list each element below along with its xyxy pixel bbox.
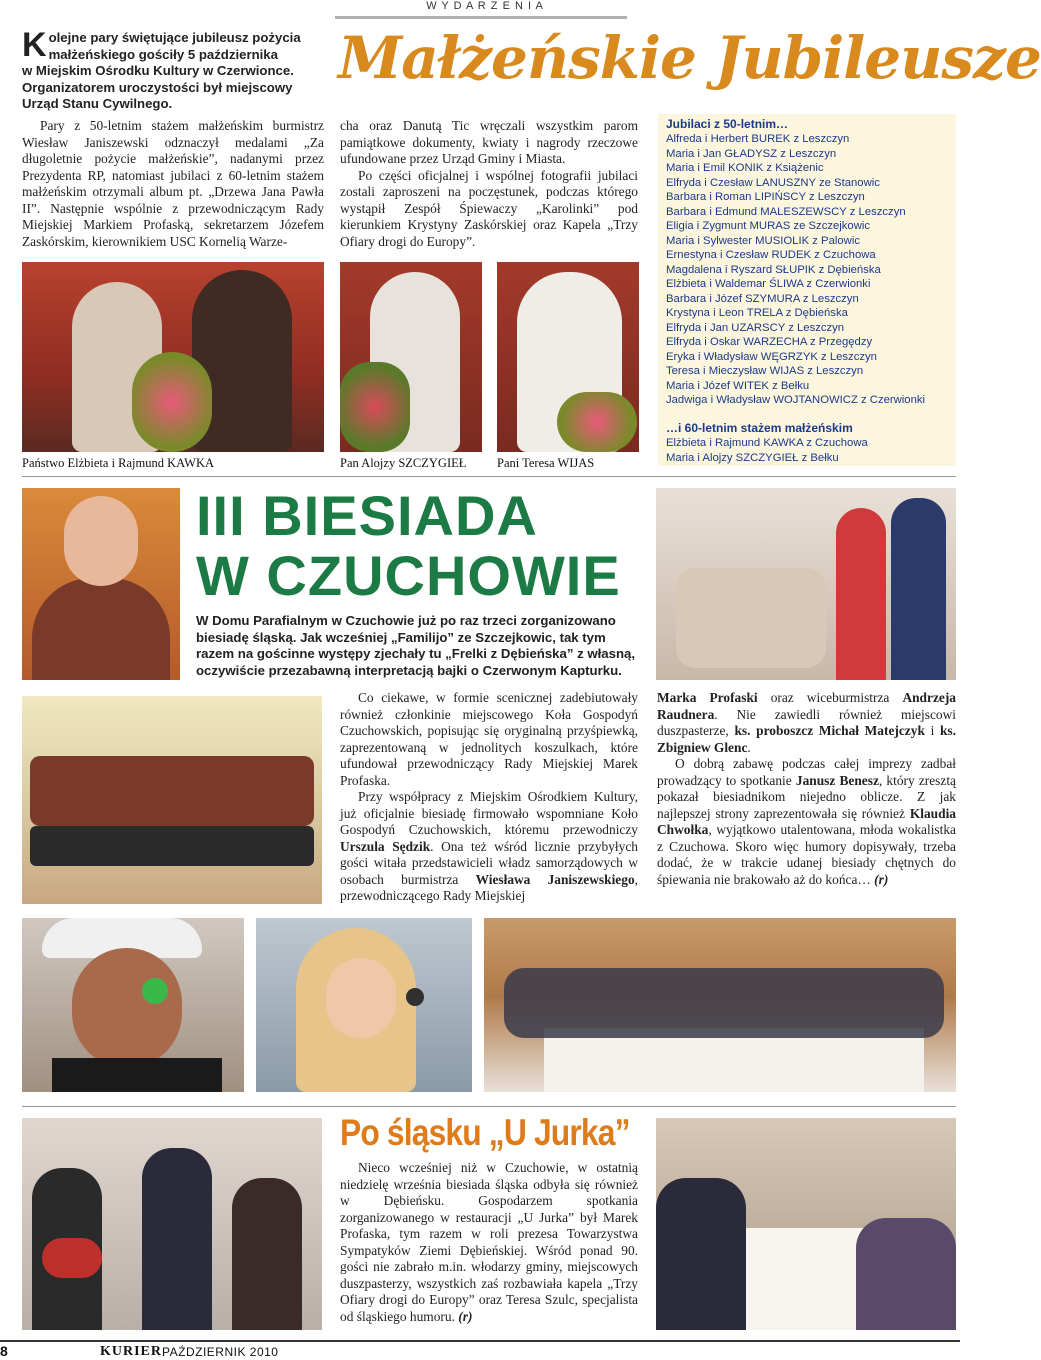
- jubilees50-list: [666, 132, 956, 408]
- page-number: 8: [0, 1343, 8, 1359]
- person-name: Andrzeja Raudnera: [657, 690, 956, 722]
- photo-singer-woman: [256, 918, 472, 1092]
- person-name: Wiesława Janiszewskiego: [475, 871, 635, 887]
- list-item: Elfryda i Jan UZARSCY z Leszczyn: [666, 321, 845, 334]
- text-span: , przewodniczącego Rady Miejskiej: [340, 871, 638, 903]
- article1-col2: [340, 118, 638, 250]
- list-item: Maria i Jan GŁADYSZ z Leszczyn: [666, 147, 837, 160]
- biesiada-title-line-1: III BIESIADA: [196, 484, 538, 547]
- photo-figure: [504, 968, 944, 1038]
- footer-brand: KURIER: [100, 1344, 163, 1359]
- intro-line-3: w Miejskim Ośrodku Kultury w Czerwionce.: [22, 63, 294, 78]
- photo-woman-shirt: [22, 488, 180, 680]
- biesiada-col1-p2: [340, 789, 638, 905]
- photo-choir: [22, 696, 322, 904]
- caption-wijas: Pani Teresa WIJAS: [497, 456, 595, 470]
- list-item: Krystyna i Leon TRELA z Dębieńska: [666, 307, 848, 319]
- photo-szczygiel: [340, 262, 482, 452]
- photo-figure: [326, 958, 396, 1038]
- list-item: Barbara i Edmund MALESZEWSCY z Leszczyn: [666, 205, 906, 218]
- photo-singer-man: [22, 918, 244, 1092]
- article1-col2-text-a: cha oraz Danutą Tic wręczali wszystkim parom pamiątkowe dokumenty, kwiaty i nagrody rzeczowe ufundowane przez Urząd Gminy i Miasta.: [340, 118, 638, 166]
- list-item: Maria i Józef WITEK z Bełku: [666, 379, 810, 392]
- photo-wijas: [497, 262, 639, 452]
- text-span: oraz wiceburmistrza: [757, 690, 903, 705]
- biesiada-col2: [657, 690, 956, 888]
- author-sign: (r): [458, 1308, 473, 1324]
- article1-col1-text: Pary z 50-letnim stażem małżeńskim burmistrz Wiesław Janiszewski odznaczył medalami „Za długoletnie pożycie małżeńskie”, nadanymi przez Prezydenta RP, natomiast jubilaci z 60-letnim stażem małżeńskim otrzymali album pt. „Drzewa Jana Pawła II”. Następnie wspólnie z przewodniczącym Rady Miejskiej Markiem Profaską, sekretarzem Józefem Zaskórskim, kierownikiem USC Kornelią Warze-: [22, 118, 324, 249]
- page-title: Małżeńskie Jubileusze: [338, 24, 1041, 92]
- biesiada-col2-p2: [657, 756, 956, 888]
- text-span: .: [747, 739, 751, 755]
- text-span: O dobrą zabawę podczas całej imprezy zadbał prowadzący to spotkanie: [657, 756, 956, 788]
- text-span: Przy współpracy z Miejskim Ośrodkiem Kultury, już oficjalnie biesiadę firmowało wspomniane Koło Gospodyń Czuchowskich, któremu przewodniczy: [340, 789, 638, 837]
- footer-date: PAŹDZIERNIK 2010: [162, 1345, 279, 1359]
- intro-line-1: olejne pary świętujące jubileusz pożycia: [48, 30, 301, 45]
- list-item: Jadwiga i Władysław WOJTANOWICZ z Czerwionki: [666, 394, 926, 406]
- biesiada-col2-p1: [657, 690, 956, 756]
- list-item: Teresa i Mieczysław WIJAS z Leszczyn: [666, 365, 864, 377]
- text-span: . Ona też wśród licznie przybyłych gości witała przedstawicieli władz samorządowych w osobach burmistrza: [340, 838, 638, 887]
- photo-flowers: [557, 392, 637, 452]
- divider: [22, 476, 956, 477]
- list-item: Maria i Emil KONIK z Książenic: [666, 162, 824, 174]
- microphone-icon: [142, 978, 168, 1004]
- photo-hall: [484, 918, 956, 1092]
- person-name: ks. proboszcz Michał Matejczyk: [734, 723, 925, 738]
- photo-band: [22, 1118, 322, 1330]
- jurka-title: Po śląsku „U Jurka”: [340, 1112, 630, 1153]
- text-span: , który zresztą pokazał biesiadnikom niejedno oblicze. Z jak najlepszej strony zaprezentowała się również: [657, 772, 956, 821]
- text-span: Nieco wcześniej niż w Czuchowie, w ostatnią niedzielę września biesiada śląska odbyła się również w Dębieńsku. Gospodarzem spotkania zorganizowanego w restauracji „U Jurka” był Marek Profaska, tym razem w roli prezesa Towarzystwa Sympatyków Ziemi Dębieńskiej. Wśród ponad 90. gości nie zabrało m.in. włodarzy gminy, miejscowych duszpasterzy, wszystkich zaś rozbawiała kapela „Trzy Ofiary drogi do Europy” oraz Teresa Szulc, specjalista od śląskiego humoru.: [340, 1160, 638, 1324]
- divider: [22, 1106, 956, 1107]
- jurka-text: [340, 1160, 638, 1325]
- photo-flowers: [340, 362, 410, 452]
- footer-rule: [0, 1340, 960, 1342]
- section-label: W Y D A R Z E N I A: [426, 0, 544, 12]
- photo-figure: [64, 496, 138, 586]
- photo-figure: [30, 826, 314, 866]
- intro-lead: [22, 26, 324, 113]
- photo-kawka: [22, 262, 324, 452]
- jurka-paragraph: [340, 1160, 638, 1325]
- biesiada-title: [196, 486, 646, 606]
- author-sign: (r): [874, 871, 889, 887]
- list-item: Elfryda i Oskar WARZECHA z Przegędzy: [666, 336, 873, 348]
- photo-stage: [656, 488, 956, 680]
- intro-line-4: Organizatorem uroczystości był miejscowy: [22, 79, 293, 95]
- list-item: Eligia i Zygmunt MURAS ze Szczejkowic: [666, 220, 871, 232]
- intro-line-2: małżeńskiego gościły 5 października: [48, 46, 278, 62]
- photo-figure: [656, 1178, 746, 1330]
- photo-figure: [52, 1058, 222, 1092]
- biesiada-col1-p1: Co ciekawe, w formie scenicznej zadebiutowały również członkinie miejscowego Koła Gospodyń Czuchowskich, popisując się oryginalną przyśpiewką, zaprezentowaną w jednolitych koszulkach, które ufundował przewodniczący Rady Miejskiej Marek Profaska.: [340, 690, 638, 788]
- photo-figure: [30, 756, 314, 826]
- intro-dropcap: K: [22, 26, 47, 64]
- list-item: Eryka i Władysław WĘGRZYK z Leszczyn: [666, 350, 877, 363]
- list-item: Elfryda i Czesław LANUSZNY ze Stanowic: [666, 176, 880, 189]
- person-name: Marka Profaski: [657, 690, 758, 705]
- jubilees60-heading: …i 60-letnim stażem małżeńskim: [666, 421, 853, 435]
- jubilees50-heading: Jubilaci z 50-letnim…: [666, 117, 789, 131]
- intro-line-5: Urząd Stanu Cywilnego.: [22, 96, 173, 111]
- list-item: Maria i Alojzy SZCZYGIEŁ z Bełku: [666, 451, 839, 464]
- photo-figure: [856, 1218, 956, 1330]
- list-item: Barbara i Józef SZYMURA z Leszczyn: [666, 292, 859, 305]
- biesiada-title-line-2: W CZUCHOWIE: [196, 544, 621, 607]
- person-name: ks. Zbigniew Glenc: [657, 723, 956, 755]
- list-item: Elżbieta i Rajmund KAWKA z Czuchowa: [666, 437, 868, 449]
- list-item: Alfreda i Herbert BUREK z Leszczyn: [666, 133, 850, 145]
- caption-szczygiel: Pan Alojzy SZCZYGIEŁ: [340, 456, 467, 470]
- text-span: , wyjątkowo utalentowana, młoda wokalistka z Czuchowa. Skoro więc humory dopisywały, trzeba dodać, że w trakcie udanej biesiady chętnych do śpiewania nie brakowało aż do końca…: [657, 822, 956, 887]
- list-item: Barbara i Roman LIPIŃSCY z Leszczyn: [666, 191, 865, 203]
- biesiada-lead: W Domu Parafialnym w Czuchowie już po raz trzeci zorganizowano biesiadę śląską. Jak wcześniej „Familijo” ze Szczejkowic, tak tym razem na gościnne występy zjechały tu „Frelki z Dębieńska” z własną, oczywiście przezabawną interpretacją bajki o Czerwonym Kapturku.: [196, 613, 636, 678]
- guitar-icon: [42, 1238, 102, 1278]
- article1-col2-text-b: Po części oficjalnej i wspólnej fotografii jubilaci zostali zaproszeni na poczęstunek, podczas którego wystąpił Zespół Śpiewaczy „Karolinki” pod kierunkiem Krystyny Zaskórskiej oraz Kapela „Trzy Ofiary drogi do Europy”.: [340, 167, 638, 249]
- text-span: i: [924, 723, 940, 738]
- jubilees60-list: [666, 436, 956, 465]
- list-item: Maria i Sylwester MUSIOLIK z Palowic: [666, 234, 860, 247]
- text-span: . Nie zawiedli również miejscowi duszpasterze,: [657, 706, 956, 738]
- photo-flowers: [132, 352, 212, 452]
- article1-col1: [22, 118, 324, 250]
- list-item: Ernestyna i Czesław RUDEK z Czuchowa: [666, 249, 876, 261]
- photo-figure: [32, 578, 170, 680]
- biesiada-col1: [340, 690, 638, 905]
- photo-figure: [836, 508, 886, 680]
- person-name: Urszula Sędzik: [340, 838, 431, 854]
- microphone-icon: [406, 988, 424, 1006]
- person-name: Klaudia Chwołka: [657, 805, 956, 837]
- list-item: Elżbieta i Waldemar ŚLIWA z Czerwionki: [666, 278, 871, 290]
- person-name: Janusz Benesz: [795, 772, 879, 788]
- photo-restaurant: [656, 1118, 956, 1330]
- photo-figure: [232, 1178, 302, 1330]
- photo-figure: [891, 498, 946, 680]
- photo-figure: [72, 948, 182, 1068]
- caption-kawka: Państwo Elżbieta i Rajmund KAWKA: [22, 456, 215, 470]
- list-item: Magdalena i Ryszard SŁUPIK z Dębieńska: [666, 263, 881, 276]
- photo-figure: [676, 568, 826, 668]
- photo-figure: [142, 1148, 212, 1330]
